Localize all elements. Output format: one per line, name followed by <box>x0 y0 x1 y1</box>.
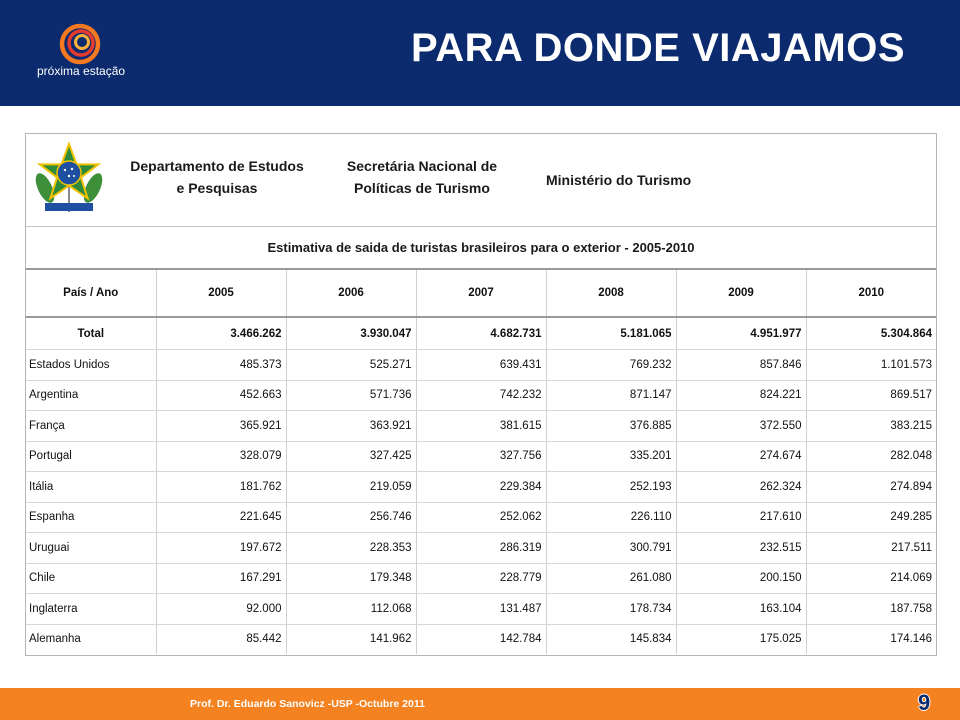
total-value: 4.951.977 <box>676 317 806 350</box>
rings-logo-icon <box>58 22 102 66</box>
value-cell: 328.079 <box>156 441 286 472</box>
value-cell: 229.384 <box>416 472 546 503</box>
value-cell: 1.101.573 <box>806 350 936 381</box>
value-cell: 262.324 <box>676 472 806 503</box>
total-value: 5.304.864 <box>806 317 936 350</box>
value-cell: 214.069 <box>806 563 936 594</box>
total-row <box>26 317 936 350</box>
value-cell: 219.059 <box>286 472 416 503</box>
total-label: Total <box>26 317 156 350</box>
value-cell: 376.885 <box>546 411 676 442</box>
value-cell: 141.962 <box>286 624 416 654</box>
slide-title: PARA DONDE VIAJAMOS <box>411 26 905 70</box>
value-cell: 335.201 <box>546 441 676 472</box>
table-row <box>26 441 936 472</box>
table-row <box>26 350 936 381</box>
slide-footer <box>0 688 960 720</box>
country-cell: França <box>26 411 156 442</box>
total-value: 3.930.047 <box>286 317 416 350</box>
value-cell: 181.762 <box>156 472 286 503</box>
value-cell: 261.080 <box>546 563 676 594</box>
country-cell: Chile <box>26 563 156 594</box>
table-row <box>26 594 936 625</box>
table-row <box>26 380 936 411</box>
logo-text: próxima estação <box>37 64 126 78</box>
country-cell: Portugal <box>26 441 156 472</box>
value-cell: 178.734 <box>546 594 676 625</box>
country-cell: Itália <box>26 472 156 503</box>
value-cell: 187.758 <box>806 594 936 625</box>
value-cell: 452.663 <box>156 380 286 411</box>
value-cell: 85.442 <box>156 624 286 654</box>
value-cell: 226.110 <box>546 502 676 533</box>
value-cell: 221.645 <box>156 502 286 533</box>
value-cell: 365.921 <box>156 411 286 442</box>
year-column-header: 2010 <box>806 270 936 317</box>
year-column-header: 2006 <box>286 270 416 317</box>
year-column-header: 2005 <box>156 270 286 317</box>
secretariat-name <box>322 155 522 199</box>
value-cell: 252.062 <box>416 502 546 533</box>
value-cell: 145.834 <box>546 624 676 654</box>
value-cell: 363.921 <box>286 411 416 442</box>
department-line-1: Departamento de Estudos <box>130 158 304 174</box>
table-row <box>26 472 936 503</box>
value-cell: 197.672 <box>156 533 286 564</box>
country-cell: Uruguai <box>26 533 156 564</box>
value-cell: 228.779 <box>416 563 546 594</box>
value-cell: 175.025 <box>676 624 806 654</box>
ministry-name: Ministério do Turismo <box>546 172 692 188</box>
value-cell: 217.511 <box>806 533 936 564</box>
page-number: 9 <box>918 690 931 715</box>
value-cell: 381.615 <box>416 411 546 442</box>
value-cell: 200.150 <box>676 563 806 594</box>
country-cell: Estados Unidos <box>26 350 156 381</box>
value-cell: 871.147 <box>546 380 676 411</box>
value-cell: 228.353 <box>286 533 416 564</box>
country-cell: Inglaterra <box>26 594 156 625</box>
year-column-header: 2008 <box>546 270 676 317</box>
value-cell: 167.291 <box>156 563 286 594</box>
value-cell: 485.373 <box>156 350 286 381</box>
table-row <box>26 533 936 564</box>
footer-credit: Prof. Dr. Eduardo Sanovicz -USP -Octubre 2011 <box>190 698 425 710</box>
value-cell: 571.736 <box>286 380 416 411</box>
value-cell: 327.756 <box>416 441 546 472</box>
value-cell: 742.232 <box>416 380 546 411</box>
year-column-header: 2009 <box>676 270 806 317</box>
value-cell: 525.271 <box>286 350 416 381</box>
value-cell: 372.550 <box>676 411 806 442</box>
organization-header <box>26 134 936 227</box>
value-cell: 327.425 <box>286 441 416 472</box>
value-cell: 869.517 <box>806 380 936 411</box>
table-row <box>26 411 936 442</box>
value-cell: 824.221 <box>676 380 806 411</box>
header-row <box>26 270 936 317</box>
slide-header <box>0 0 960 106</box>
year-column-header: 2007 <box>416 270 546 317</box>
department-name <box>117 155 317 199</box>
value-cell: 249.285 <box>806 502 936 533</box>
table-row <box>26 502 936 533</box>
secretariat-line-1: Secretária Nacional de <box>346 158 498 174</box>
country-column-header: País / Ano <box>26 270 156 317</box>
table-row <box>26 624 936 654</box>
value-cell: 857.846 <box>676 350 806 381</box>
value-cell: 217.610 <box>676 502 806 533</box>
value-cell: 274.674 <box>676 441 806 472</box>
total-value: 4.682.731 <box>416 317 546 350</box>
value-cell: 274.894 <box>806 472 936 503</box>
value-cell: 174.146 <box>890 633 932 646</box>
value-cell: 179.348 <box>286 563 416 594</box>
value-cell: 252.193 <box>546 472 676 503</box>
country-cell: Argentina <box>26 380 156 411</box>
total-value: 3.466.262 <box>156 317 286 350</box>
value-cell: 300.791 <box>546 533 676 564</box>
country-cell: Espanha <box>26 502 156 533</box>
value-cell: 131.487 <box>416 594 546 625</box>
value-cell: 286.319 <box>416 533 546 564</box>
tourist-departures-table <box>26 270 936 654</box>
table-row <box>26 563 936 594</box>
value-cell: 383.215 <box>806 411 936 442</box>
value-cell: 232.515 <box>676 533 806 564</box>
coat-of-arms-icon <box>31 140 107 216</box>
value-cell: 282.048 <box>806 441 936 472</box>
value-cell: 112.068 <box>286 594 416 625</box>
total-value: 5.181.065 <box>546 317 676 350</box>
value-cell: 639.431 <box>416 350 546 381</box>
country-cell: Alemanha <box>26 624 156 654</box>
secretariat-line-2: Políticas de Turismo <box>354 180 490 196</box>
statistics-table-panel <box>25 133 937 656</box>
value-cell: 256.746 <box>286 502 416 533</box>
table-caption: Estimativa de saida de turistas brasileiros para o exterior - 2005-2010 <box>26 227 936 270</box>
value-cell: 163.104 <box>676 594 806 625</box>
value-cell: 769.232 <box>546 350 676 381</box>
value-cell: 92.000 <box>156 594 286 625</box>
department-line-2: e Pesquisas <box>176 180 258 196</box>
value-cell: 142.784 <box>416 624 546 654</box>
